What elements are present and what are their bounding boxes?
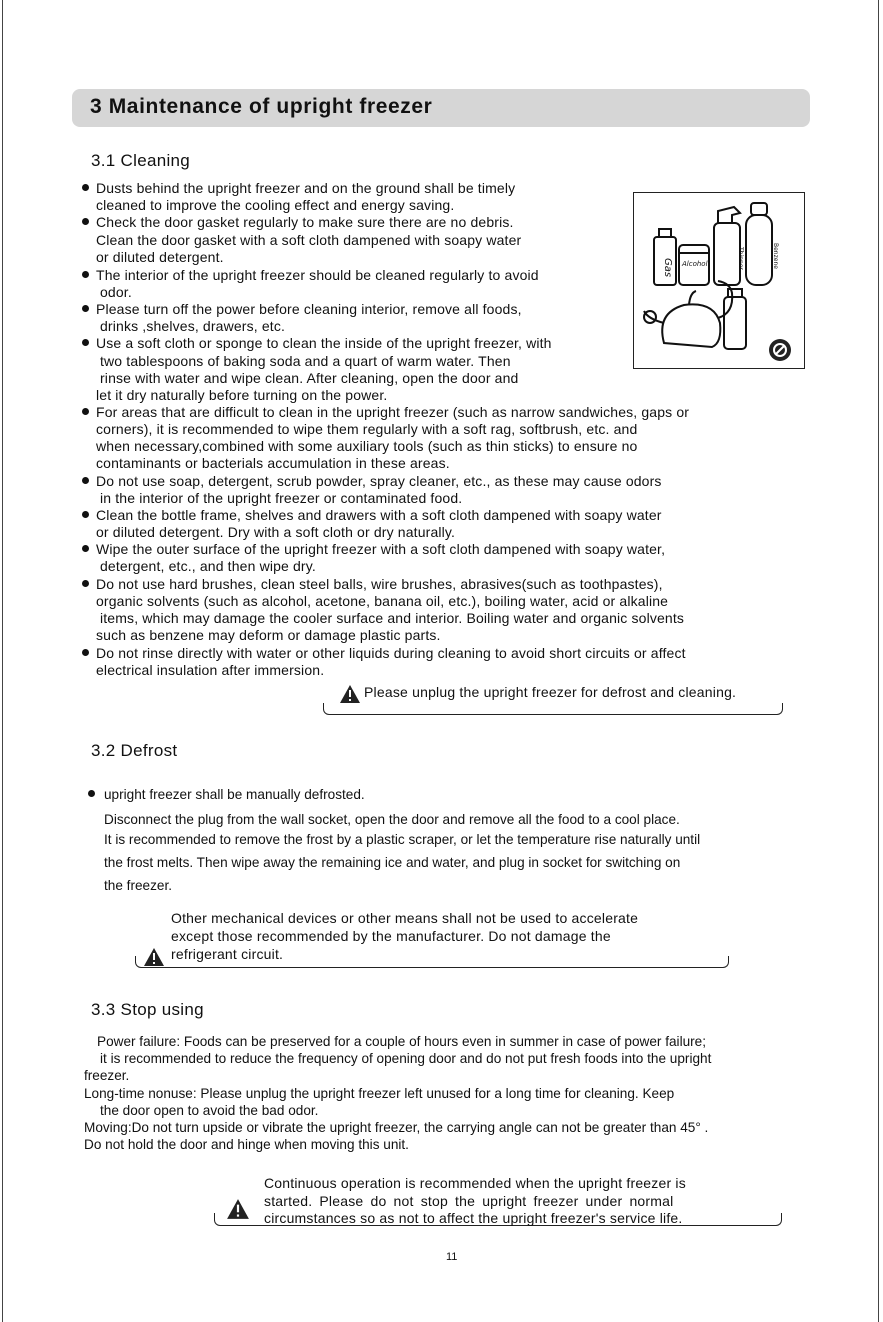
cleaning-line: detergent, etc., and then wipe dry. (100, 558, 316, 574)
stop-line: Moving:Do not turn upside or vibrate the upright freezer, the carrying angle can not be greater than 45° . (84, 1120, 709, 1135)
stop-warning-line: Continuous operation is recommended when the upright freezer is (264, 1175, 686, 1191)
stop-line: it is recommended to reduce the frequency of opening door and do not put fresh foods into the upright (100, 1051, 712, 1066)
cleaning-line: Clean the door gasket with a soft cloth dampened with soapy water (96, 232, 522, 248)
defrost-line: upright freezer shall be manually defrosted. (104, 787, 365, 802)
cleaning-line: corners), it is recommended to wipe them regularly with a soft rag, softbrush, etc. and (96, 421, 638, 437)
bullet-icon (82, 184, 89, 191)
benzene-label: Benzene (772, 243, 779, 269)
bullet-icon (82, 305, 89, 312)
warning-triangle-icon (339, 684, 361, 704)
page-title: 3 Maintenance of upright freezer (90, 95, 433, 118)
bullet-icon (82, 271, 89, 278)
section-header (72, 89, 810, 127)
stop-warning-line: started. Please do not stop the upright freezer under normal (264, 1193, 674, 1209)
bullet-icon (82, 649, 89, 656)
cleaning-line: or diluted detergent. (96, 249, 224, 265)
kettle-icon (662, 304, 720, 347)
spray-label: Thinner (737, 247, 744, 270)
page-edge-right (878, 0, 879, 1322)
defrost-line: the frost melts. Then wipe away the remaining ice and water, and plug in socket for switching on (104, 855, 681, 870)
cleaning-title: 3.1 Cleaning (91, 151, 191, 170)
prohibition-icon (769, 339, 791, 361)
cleaning-line: such as benzene may deform or damage plastic parts. (96, 627, 441, 643)
cleaning-warning: Please unplug the upright freezer for defrost and cleaning. (364, 684, 737, 700)
bullet-icon (82, 477, 89, 484)
warning-triangle-icon (226, 1198, 250, 1220)
bullet-icon (82, 408, 89, 415)
defrost-warning-line: except those recommended by the manufacturer. Do not damage the (171, 928, 611, 944)
cleaning-line: For areas that are difficult to clean in the upright freezer (such as narrow sandwiches, gaps or (96, 404, 690, 420)
stop-line: the door open to avoid the bad odor. (100, 1103, 319, 1118)
defrost-warning-line: refrigerant circuit. (171, 946, 284, 962)
warning-triangle-icon (143, 947, 165, 967)
gas-label: Gas (662, 258, 673, 278)
defrost-title: 3.2 Defrost (91, 741, 178, 760)
cleaning-line: Clean the bottle frame, shelves and drawers with a soft cloth dampened with soapy water (96, 507, 662, 523)
cleaning-line: Use a soft cloth or sponge to clean the inside of the upright freezer, with (96, 335, 552, 351)
cleaning-line: electrical insulation after immersion. (96, 662, 325, 678)
cleaning-line: organic solvents (such as alcohol, acetone, banana oil, etc.), boiling water, acid or alkaline (96, 593, 669, 609)
cleaners-drawing (634, 193, 804, 368)
bullet-icon (82, 580, 89, 587)
cleaning-line: Please turn off the power before cleaning interior, remove all foods, (96, 301, 522, 317)
cleaning-line: cleaned to improve the cooling effect and energy saving. (96, 197, 455, 213)
cleaning-line: two tablespoons of baking soda and a quart of warm water. Then (100, 353, 511, 369)
bullet-icon (88, 790, 95, 797)
cleaning-line: Do not use hard brushes, clean steel balls, wire brushes, abrasives(such as toothpastes), (96, 576, 663, 592)
cleaning-line: Do not rinse directly with water or other liquids during cleaning to avoid short circuits or affect (96, 645, 686, 661)
stop-warning-line: circumstances so as not to affect the upright freezer's service life. (264, 1210, 683, 1226)
spray-bottle-icon (714, 223, 740, 285)
bullet-icon (82, 218, 89, 225)
cleaning-line: or diluted detergent. Dry with a soft cloth or dry naturally. (96, 524, 456, 540)
defrost-warning-line: Other mechanical devices or other means shall not be used to accelerate (171, 910, 639, 926)
stop-line: Power failure: Foods can be preserved for a couple of hours even in summer in case of power failure; (97, 1034, 707, 1049)
stop-line: Long-time nonuse: Please unplug the upright freezer left unused for a long time for cleaning. Keep (84, 1086, 675, 1101)
cleaning-line: in the interior of the upright freezer or contaminated food. (100, 490, 463, 506)
cleaning-line: items, which may damage the cooler surface and interior. Boiling water and organic solvents (100, 610, 685, 626)
cleaning-line: rinse with water and wipe clean. After cleaning, open the door and (100, 370, 519, 386)
cleaning-line: Wipe the outer surface of the upright freezer with a soft cloth dampened with soapy water, (96, 541, 666, 557)
benzene-bottle-icon (746, 215, 772, 285)
stop-line: Do not hold the door and hinge when moving this unit. (84, 1137, 409, 1152)
cleaning-line: odor. (100, 284, 132, 300)
page-edge-left (2, 0, 3, 1322)
thermos-icon (724, 297, 746, 349)
bullet-icon (82, 511, 89, 518)
stop-using-title: 3.3 Stop using (91, 1000, 204, 1019)
cleaning-line: The interior of the upright freezer should be cleaned regularly to avoid (96, 267, 539, 283)
defrost-line: It is recommended to remove the frost by a plastic scraper, or let the temperature rise naturally until (104, 832, 701, 847)
cleaners-illustration (633, 192, 805, 369)
bullet-icon (82, 339, 89, 346)
cleaning-line: when necessary,combined with some auxiliary tools (such as thin sticks) to ensure no (96, 438, 638, 454)
warning-bracket (323, 703, 783, 715)
page-number: 11 (446, 1251, 458, 1263)
cleaning-line: drinks ,shelves, drawers, etc. (100, 318, 286, 334)
cleaning-line: Check the door gasket regularly to make sure there are no debris. (96, 214, 514, 230)
bullet-icon (82, 545, 89, 552)
cleaning-line: Dusts behind the upright freezer and on the ground shall be timely (96, 180, 516, 196)
cleaning-line: contaminants or bacterials accumulation in these areas. (96, 455, 450, 471)
alcohol-label: Alcohol (682, 260, 708, 268)
defrost-line: the freezer. (104, 878, 173, 893)
cleaning-line: let it dry naturally before turning on the power. (96, 387, 388, 403)
cleaning-line: Do not use soap, detergent, scrub powder, spray cleaner, etc., as these may cause odors (96, 473, 662, 489)
stop-line: freezer. (84, 1068, 130, 1083)
defrost-line: Disconnect the plug from the wall socket, open the door and remove all the food to a cool place. (104, 812, 680, 827)
